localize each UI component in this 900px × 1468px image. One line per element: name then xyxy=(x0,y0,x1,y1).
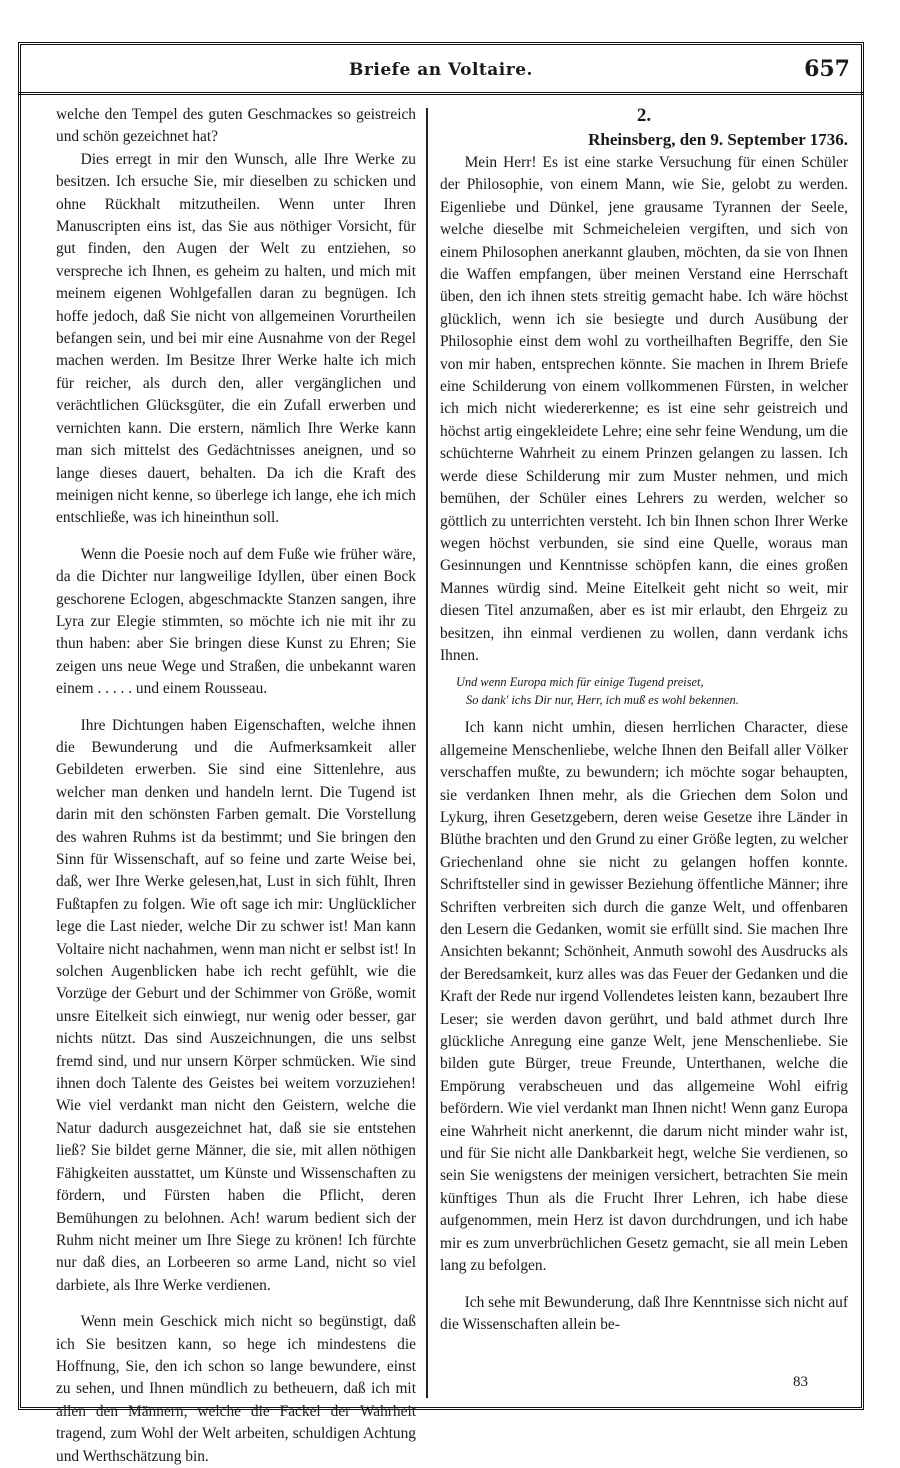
verse-quote xyxy=(440,673,848,709)
page-header xyxy=(18,52,864,92)
paragraph: Ihre Dichtungen haben Eigenschaften, welche ihnen die Bewunderung und die Aufmerksamkeit aller Gebildeten erwerben. Sie sind eine Sittenlehre, aus welcher man denken und handeln lernt. Die Tugend ist darin mit den schönsten Farben gemalt. Die Vorstellung des wahren Ruhms ist da bestimmt; und Sie bringen den Sinn für Wissenschaft, auf so feine und zarte Weise bei, daß, wer Ihre Werke gelesen,hat, Lust in sich fühlt, Ihren Fußtapfen zu folgen. Wie oft sage ich mir: Unglücklicher lege die Last nieder, welche Dir zu schwer ist! Man kann Voltaire nicht nachahmen, wenn man nicht er selbst ist! In solchen Augenblicken habe ich recht gefühlt, wie die Vorzüge der Geburt und der Schimmer von Größe, womit unsre Eitelkeit sich einwiegt, nur wenig oder besser, gar nichts nützt. Das sind Auszeichnungen, die uns selbst fremd sind, und nur unsern Körper schmücken. Wie sind ihnen doch Talente des Geistes bei weitem vorzuziehen! Wie viel verdankt man nicht den Geistern, welche die Natur dadurch ausgezeichnet hat, daß sie sie entstehen ließ? Sie bildet gerne Männer, die sie, mit allen nöthigen Fähigkeiten ausstattet, um Künste und Wissenschaften zu fördern, und Fürsten haben die Pflicht, deren Bemühungen zu belohnen. Ach! warum bedient sich der Ruhm nicht meiner um Ihre Siege zu krönen! Ich fürchte nur daß dies, an Lorbeeren so arme Land, nicht so viel darbiete, als Ihre Werke verdienen. xyxy=(56,716,416,1294)
right-column xyxy=(440,104,848,1336)
left-column xyxy=(56,104,416,1468)
signature-mark: 83 xyxy=(793,1374,808,1390)
paragraph: welche den Tempel des guten Geschmackes so geistreich und schön gezeichnet hat? xyxy=(56,106,416,146)
paragraph: Dies erregt in mir den Wunsch, alle Ihre Werke zu besitzen. Ich ersuche Sie, mir dieselben zu schicken und ohne Rückhalt mitzutheilen. Wenn unter Ihren Manuscripten eins ist, das Sie aus nöthiger Vorsicht, für gut finden, den Augen der Welt zu entziehen, so verspreche ich Ihnen, es geheim zu halten, und mich mit meinem eigenen Wohlgefallen daran zu begnügen. Ich hoffe jedoch, daß Sie nicht von allgemeinen Vorurtheilen befangen sein, und bei mir eine Ausnahme von der Regel machen werden. Im Besitze Ihrer Werke halte ich mich für reicher, als durch den, aller vergänglichen und verächtlichen Glücksgüter, die ein Zufall erwerben und vernichten kann. Die erstern, nämlich Ihre Werke kann man sich mittelst des Gedächtnisses aneignen, und so lange dieses dauert, behalten. Da ich die Kraft des meinigen nicht kenne, so überlege ich lange, ehe ich mich entschließe, was ich hineinthun soll. xyxy=(56,150,416,527)
letter-number: 2. xyxy=(636,105,652,126)
running-title: Briefe an Voltaire. xyxy=(349,60,533,80)
paragraph: Ich kann nicht umhin, diesen herrlichen Character, diese allgemeine Menschenliebe, welche Ihnen den Beifall aller Völker verschaffen mußte, zu bewundern; ich möchte sogar behaupten, sie verdanken Ihnen mehr, als die Griechen dem Solon und Lykurg, ihren Gesetzgebern, deren weise Gesetze ihre Länder in Blüthe brachten und den Grund zu einer Größe legten, zu welcher Griechenland ohne sie nicht zu gelangen hoffen konnte. Schriftsteller sind in gewisser Beziehung öffentliche Männer; ihre Schriften verbreiten sich durch die ganze Welt, und offenbaren den Lesern die Gedanken, womit sie erfüllt sind. Sie machen Ihre Ansichten bekannt; Schönheit, Anmuth sowohl des Ausdrucks als der Beredsamkeit, kurz alles was das Feuer der Gedanken und die Kraft der Rede nur irgend Vollendetes leisten kann, bezaubert Ihre Leser; sie werden davon gerührt, und bald athmet durch Ihre glückliche Anregung eine ganze Welt, jene Menschenliebe. Sie bilden gute Bürger, treue Freunde, Unterthanen, welche die Empörung verabscheuen und das allgemeine Wohl eifrig befördern. Wie viel verdankt man Ihnen nicht! Wenn ganz Europa eine Wahrheit nicht anerkennt, die darum nicht minder wahr ist, und für Sie nicht alle Dankbarkeit hegt, welche Sie verdienen, so sein Sie wenigstens der meinigen versichert, betrachten Sie mein künftiges Thun als die Frucht Ihrer Lehren, ich habe diese aufgenommen, mein Herz ist davon durchdrungen, und ich habe mir es zum unverbrüchlichen Gesetz gemacht, sie all mein Leben lang zu befolgen. xyxy=(440,719,848,1275)
header-rule xyxy=(18,92,864,95)
verse-line: Und wenn Europa mich für einige Tugend preiset, xyxy=(456,675,704,690)
paragraph: Ich sehe mit Bewunderung, daß Ihre Kenntnisse sich nicht auf die Wissenschaften allein be- xyxy=(440,1293,848,1333)
paragraph: Wenn mein Geschick mich nicht so begünstigt, daß ich Sie besitzen kann, so hege ich mindestens die Hoffnung, Sie, den ich schon so lange bewundere, einst zu sehen, und Ihnen mündlich zu betheuern, daß ich mit allen den Männern, welche die Fackel der Wahrheit tragend, zum Wohl der Welt arbeiten, schuldigen Achtung und Werthschätzung bin. xyxy=(56,1313,416,1465)
paragraph: Mein Herr! Es ist eine starke Versuchung für einen Schüler der Philosophie, von einem Mann, wie Sie, gelobt zu werden. Eigenliebe und Dünkel, jene grausame Tyrannen der Seele, welche dieselbe mit Schmeicheleien vergiften, und sich von einem Philosophen anerkannt glauben, möchten, da sie von Ihnen die Waffen empfangen, über meinen Verstand eine Herrschaft üben, den ich ihnen stets streitig gemacht habe. Ich wäre höchst glücklich, wenn ich sie besiegte und durch Ausübung der Philosophie einst dem wohl zu vortheilhaften Begriffe, den Sie von mir haben, entsprechen könnte. Sie machen in Ihrem Briefe eine Schilderung von einem vollkommenen Fürsten, in welcher ich mich nicht wiedererkenne; es ist eine sehr geistreich und höchst artig eingekleidete Lehre; eine sehr feine Wendung, um die schüchterne Wahrheit zu einem Prinzen gelangen zu lassen. Ich werde diese Schilderung mir zum Muster nehmen, und mich bemühen, der Schüler eines Lehrers zu werden, welcher so göttlich zu unterrichten versteht. Ich bin Ihnen schon Ihrer Werke wegen höchst verbunden, sie sind eine Quelle, woraus man Gesinnungen und Kenntnisse schöpfen kann, die eines großen Mannes würdig sind. Meine Eitelkeit geht nicht so weit, mir diesen Titel anzumaßen, aber es ist mir erlaubt, den Ehrgeiz zu besitzen, ihn einmal verdienen zu wollen, dann verdank ichs Ihnen. xyxy=(440,154,848,664)
verse-line: So dank' ichs Dir nur, Herr, ich muß es wohl bekennen. xyxy=(466,693,739,708)
dateline: Rheinsberg, den 9. September 1736. xyxy=(588,130,848,149)
column-divider xyxy=(426,108,428,1398)
page-number: 657 xyxy=(804,56,850,82)
paragraph: Wenn die Poesie noch auf dem Fuße wie früher wäre, da die Dichter nur langweilige Idyllen, über einen Bock geschorene Eclogen, abgeschmackte Stanzen sangen, ihre Lyra zur Elegie stimmten, so möchte ich nie mit ihr zu thun haben: aber Sie bringen diese Kunst zu Ehren; Sie zeigen uns neue Wege und Straßen, die unbekannt waren einem . . . . . und einem Rousseau. xyxy=(56,545,416,698)
